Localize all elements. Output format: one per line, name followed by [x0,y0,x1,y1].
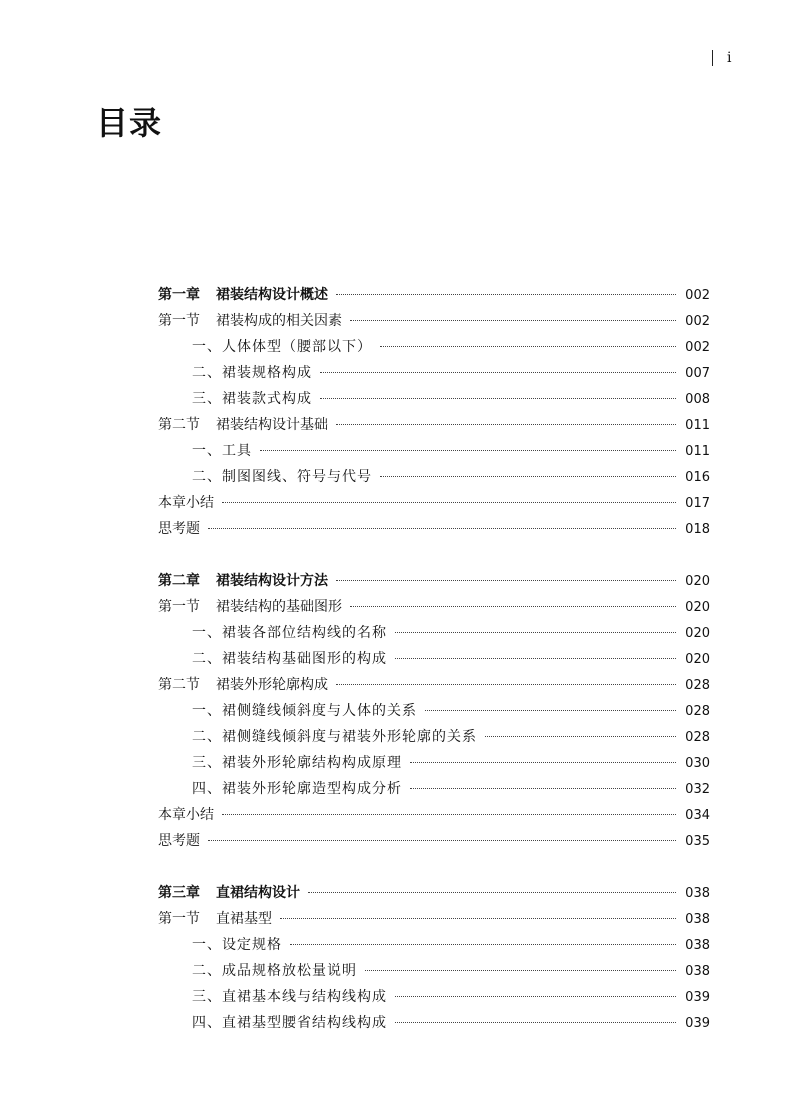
summary-label: 本章小结 [158,807,214,823]
toc-item-row[interactable] [158,1010,710,1036]
page-ref: 039 [685,1016,710,1031]
item-label: 一、裙侧缝线倾斜度与人体的关系 [192,703,417,719]
chapter-title: 裙装结构设计概述 [216,287,328,303]
leader-dots [395,996,676,997]
page-ref: 030 [685,756,710,771]
chapter-number: 第一章 [158,287,200,303]
page-number: i [727,50,732,66]
summary-label: 思考题 [158,833,200,849]
toc-item-row[interactable] [158,386,710,412]
toc-summary-row[interactable] [158,490,710,516]
section-label [158,906,272,932]
section-number: 第一节 [158,911,200,927]
leader-dots [365,970,676,971]
chapter-number: 第三章 [158,885,200,901]
toc-section-row[interactable] [158,672,710,698]
toc-item-row[interactable] [158,958,710,984]
item-label: 二、裙侧缝线倾斜度与裙装外形轮廓的关系 [192,729,477,745]
section-label [158,594,342,620]
page-ref: 002 [685,288,710,303]
page-ref: 007 [685,366,710,381]
page-ref: 028 [685,704,710,719]
toc-item-row[interactable] [158,438,710,464]
table-of-contents [158,282,710,1036]
page-marker [712,50,731,66]
section-label [158,412,328,438]
leader-dots [350,320,676,321]
leader-dots [336,580,676,581]
page-ref: 020 [685,574,710,589]
section-number: 第一节 [158,599,200,615]
toc-section-row[interactable] [158,308,710,334]
toc-item-row[interactable] [158,932,710,958]
toc-item-row[interactable] [158,334,710,360]
leader-dots [336,424,676,425]
toc-item-row[interactable] [158,360,710,386]
page-title: 目录 [96,104,163,142]
toc-summary-row[interactable] [158,802,710,828]
page-ref: 020 [685,626,710,641]
page-ref: 008 [685,392,710,407]
leader-dots [336,294,676,295]
summary-label: 思考题 [158,521,200,537]
leader-dots [485,736,676,737]
page-ref: 038 [685,938,710,953]
item-label: 四、直裙基型腰省结构线构成 [192,1015,387,1031]
summary-label: 本章小结 [158,495,214,511]
chapter-title: 直裙结构设计 [216,885,300,901]
page-ref: 038 [685,886,710,901]
leader-dots [320,398,676,399]
chapter-label [158,568,328,594]
leader-dots [395,632,676,633]
page-ref: 020 [685,652,710,667]
section-title: 裙装结构设计基础 [216,417,328,433]
item-label: 二、裙装结构基础图形的构成 [192,651,387,667]
toc-item-row[interactable] [158,698,710,724]
page-ref: 035 [685,834,710,849]
leader-dots [380,476,676,477]
item-label: 三、直裙基本线与结构线构成 [192,989,387,1005]
section-label [158,308,342,334]
page-ref: 034 [685,808,710,823]
chapter-title: 裙装结构设计方法 [216,573,328,589]
toc-chapter-row[interactable] [158,880,710,906]
header-rule [712,50,713,66]
leader-dots [336,684,676,685]
page-ref: 016 [685,470,710,485]
leader-dots [308,892,676,893]
item-label: 四、裙装外形轮廓造型构成分析 [192,781,402,797]
leader-dots [410,788,676,789]
section-label [158,672,328,698]
leader-dots [410,762,676,763]
leader-dots [290,944,676,945]
section-title: 裙装构成的相关因素 [216,313,342,329]
chapter-number: 第二章 [158,573,200,589]
leader-dots [260,450,676,451]
toc-item-row[interactable] [158,750,710,776]
toc-item-row[interactable] [158,724,710,750]
toc-summary-row[interactable] [158,516,710,542]
section-title: 裙装结构的基础图形 [216,599,342,615]
toc-item-row[interactable] [158,984,710,1010]
toc-section-row[interactable] [158,594,710,620]
leader-dots [208,528,676,529]
item-label: 三、裙装款式构成 [192,391,312,407]
leader-dots [222,502,676,503]
toc-section-row[interactable] [158,412,710,438]
toc-chapter-row[interactable] [158,282,710,308]
page-ref: 032 [685,782,710,797]
page-ref: 039 [685,990,710,1005]
section-number: 第一节 [158,313,200,329]
section-title: 直裙基型 [216,911,272,927]
item-label: 二、成品规格放松量说明 [192,963,357,979]
item-label: 二、制图图线、符号与代号 [192,469,372,485]
leader-dots [320,372,676,373]
page-ref: 011 [685,418,710,433]
leader-dots [395,658,676,659]
item-label: 一、设定规格 [192,937,282,953]
toc-item-row[interactable] [158,646,710,672]
page-ref: 002 [685,340,710,355]
page-ref: 038 [685,964,710,979]
section-number: 第二节 [158,417,200,433]
page-ref: 018 [685,522,710,537]
toc-item-row[interactable] [158,776,710,802]
toc-chapter-row[interactable] [158,568,710,594]
chapter-label [158,880,300,906]
leader-dots [280,918,676,919]
leader-dots [350,606,676,607]
section-title: 裙装外形轮廓构成 [216,677,328,693]
toc-item-row[interactable] [158,464,710,490]
page-ref: 028 [685,678,710,693]
chapter-label [158,282,328,308]
leader-dots [395,1022,676,1023]
page-ref: 020 [685,600,710,615]
item-label: 一、工具 [192,443,252,459]
item-label: 一、裙装各部位结构线的名称 [192,625,387,641]
page-ref: 017 [685,496,710,511]
toc-summary-row[interactable] [158,828,710,854]
section-number: 第二节 [158,677,200,693]
leader-dots [222,814,676,815]
item-label: 三、裙装外形轮廓结构构成原理 [192,755,402,771]
page-ref: 002 [685,314,710,329]
item-label: 二、裙装规格构成 [192,365,312,381]
page-ref: 011 [685,444,710,459]
page-ref: 028 [685,730,710,745]
leader-dots [380,346,676,347]
leader-dots [425,710,676,711]
leader-dots [208,840,676,841]
page-ref: 038 [685,912,710,927]
item-label: 一、人体体型（腰部以下） [192,339,372,355]
toc-item-row[interactable] [158,620,710,646]
toc-section-row[interactable] [158,906,710,932]
